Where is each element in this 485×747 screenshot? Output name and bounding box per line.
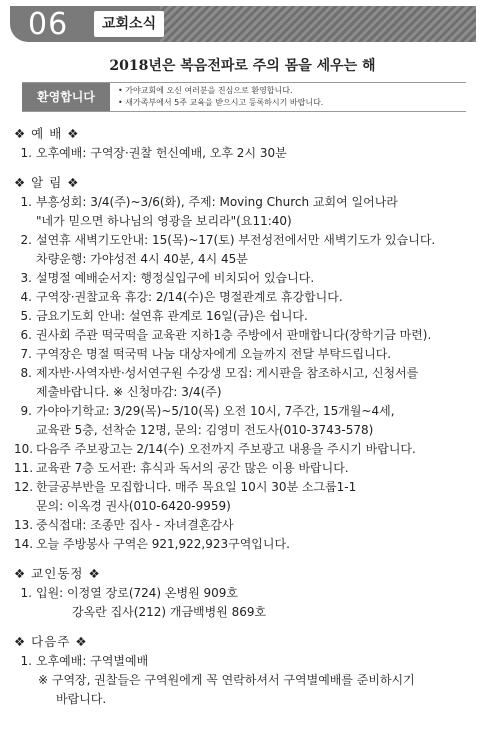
section-number: 06 <box>28 7 69 42</box>
list-item-number: 10. <box>14 442 34 456</box>
list-item <box>14 288 474 307</box>
list-item <box>14 535 474 554</box>
list-item <box>14 459 474 478</box>
next-week-section-title: ❖ 다음주 ❖ <box>14 634 88 649</box>
list-item-number: 13. <box>14 518 34 532</box>
list-item: 1. 오후예배: 구역별예배 <box>20 654 149 668</box>
list-item-text: 설명절 예배순서지: 행정실입구에 비치되어 있습니다. <box>36 271 315 285</box>
section-header <box>10 6 476 42</box>
list-item <box>14 345 474 364</box>
list-item-number: 12. <box>14 480 34 494</box>
list-item-number: 7. <box>20 347 32 361</box>
list-item-continuation: 제출바랍니다. ※ 신청마감: 3/4(주) <box>36 385 222 399</box>
list-item <box>14 231 474 250</box>
list-item <box>14 193 474 212</box>
list-item-text: 한글공부반을 모집합니다. 매주 목요일 10시 30분 소그룹1-1 <box>36 480 357 494</box>
list-item-number: 8. <box>20 366 32 380</box>
list-item-text: 오늘 주방봉사 구역은 921,922,923구역입니다. <box>36 537 290 551</box>
list-item: 1. 입원: 이정열 장로(724) 온병원 909호 <box>20 586 238 600</box>
list-item-text: 다음주 주보광고는 2/14(수) 오전까지 주보광고 내용을 주시기 바랍니다. <box>36 442 416 456</box>
list-item <box>14 440 474 459</box>
list-item-number: 11. <box>14 461 34 475</box>
list-item <box>14 307 474 326</box>
list-item-continuation: 교육관 5층, 선착순 12명, 문의: 김영미 전도사(010-3743-578) <box>36 423 374 437</box>
list-item: 1. 오후예배: 구역장·권찰 헌신예배, 오후 2시 30분 <box>20 146 287 160</box>
list-item-number: 9. <box>20 404 32 418</box>
list-item-continuation: "네가 믿으면 하나님의 영광을 보리라"(요11:40) <box>36 214 292 228</box>
welcome-line: • 가야교회에 오신 여러분을 진심으로 환영합니다. <box>118 86 293 95</box>
list-item-continuation: 강옥란 집사(212) 개금백병원 869호 <box>72 605 267 619</box>
year-theme: 2018년은 복음전파로 주의 몸을 세우는 해 <box>109 58 376 74</box>
list-item <box>14 478 474 497</box>
list-item-text: 권사회 주관 떡국떡을 교육관 지하1층 주방에서 판매합니다(장학기금 마련). <box>36 328 432 342</box>
list-item <box>14 326 474 345</box>
list-item-text: 부흥성회: 3/4(주)~3/6(화), 주제: Moving Church 교회여 일어나라 <box>36 195 398 209</box>
notices-section-title: ❖ 알 림 ❖ <box>14 175 80 190</box>
list-item-continuation: 차량운행: 가야성전 4시 40분, 4시 45분 <box>36 252 248 266</box>
list-item-number: 5. <box>20 309 32 323</box>
list-item <box>14 516 474 535</box>
list-item-text: 가야아기학교: 3/29(목)~5/10(목) 오전 10시, 7주간, 15개월~4세, <box>36 404 395 418</box>
list-item-text: 구역장은 명절 떡국떡 나눔 대상자에게 오늘까지 전달 부탁드립니다. <box>36 347 392 361</box>
list-item-number: 2. <box>20 233 32 247</box>
header-stripes <box>160 6 476 42</box>
welcome-box <box>22 82 466 112</box>
welcome-line: • 새가족부에서 5주 교육을 받으시고 등록하시기 바랍니다. <box>118 98 324 107</box>
list-item-number: 1. <box>20 195 32 209</box>
welcome-label: 환영합니다 <box>22 83 110 111</box>
list-item-number: 4. <box>20 290 32 304</box>
list-item-text: 설연휴 새벽기도안내: 15(목)~17(토) 부전성전에서만 새벽기도가 있습니다. <box>36 233 436 247</box>
bulletin-content <box>14 118 474 709</box>
list-item-number: 14. <box>14 537 34 551</box>
welcome-lines <box>118 85 323 109</box>
notice-list <box>14 193 474 554</box>
list-item-text: 금요기도회 안내: 설연휴 관계로 16일(금)은 쉽니다. <box>36 309 308 323</box>
list-item-text: 제자반·사역자반·성서연구원 수강생 모집: 게시판을 참조하시고, 신청서를 <box>36 366 419 380</box>
next-week-note-cont: 바랍니다. <box>56 692 107 706</box>
list-item-number: 3. <box>20 271 32 285</box>
list-item-text: 구역장·권찰교육 휴강: 2/14(수)은 명절관계로 휴강합니다. <box>36 290 343 304</box>
worship-section-title: ❖ 예 배 ❖ <box>14 126 80 141</box>
members-section-title: ❖ 교인동정 ❖ <box>14 566 101 581</box>
list-item-continuation: 문의: 이옥경 권사(010-6420-9959) <box>36 499 231 513</box>
list-item <box>14 364 474 383</box>
list-item-text: 교육관 7층 도서관: 휴식과 독서의 공간 많은 이용 바랍니다. <box>36 461 349 475</box>
list-item <box>14 269 474 288</box>
section-title: 교회소식 <box>94 11 164 37</box>
list-item-text: 중식접대: 조종만 집사 - 자녀결혼감사 <box>36 518 234 532</box>
list-item-number: 6. <box>20 328 32 342</box>
list-item <box>14 402 474 421</box>
next-week-note: ※ 구역장, 권찰들은 구역원에게 꼭 연락하셔서 구역별예배를 준비하시기 <box>38 673 415 687</box>
